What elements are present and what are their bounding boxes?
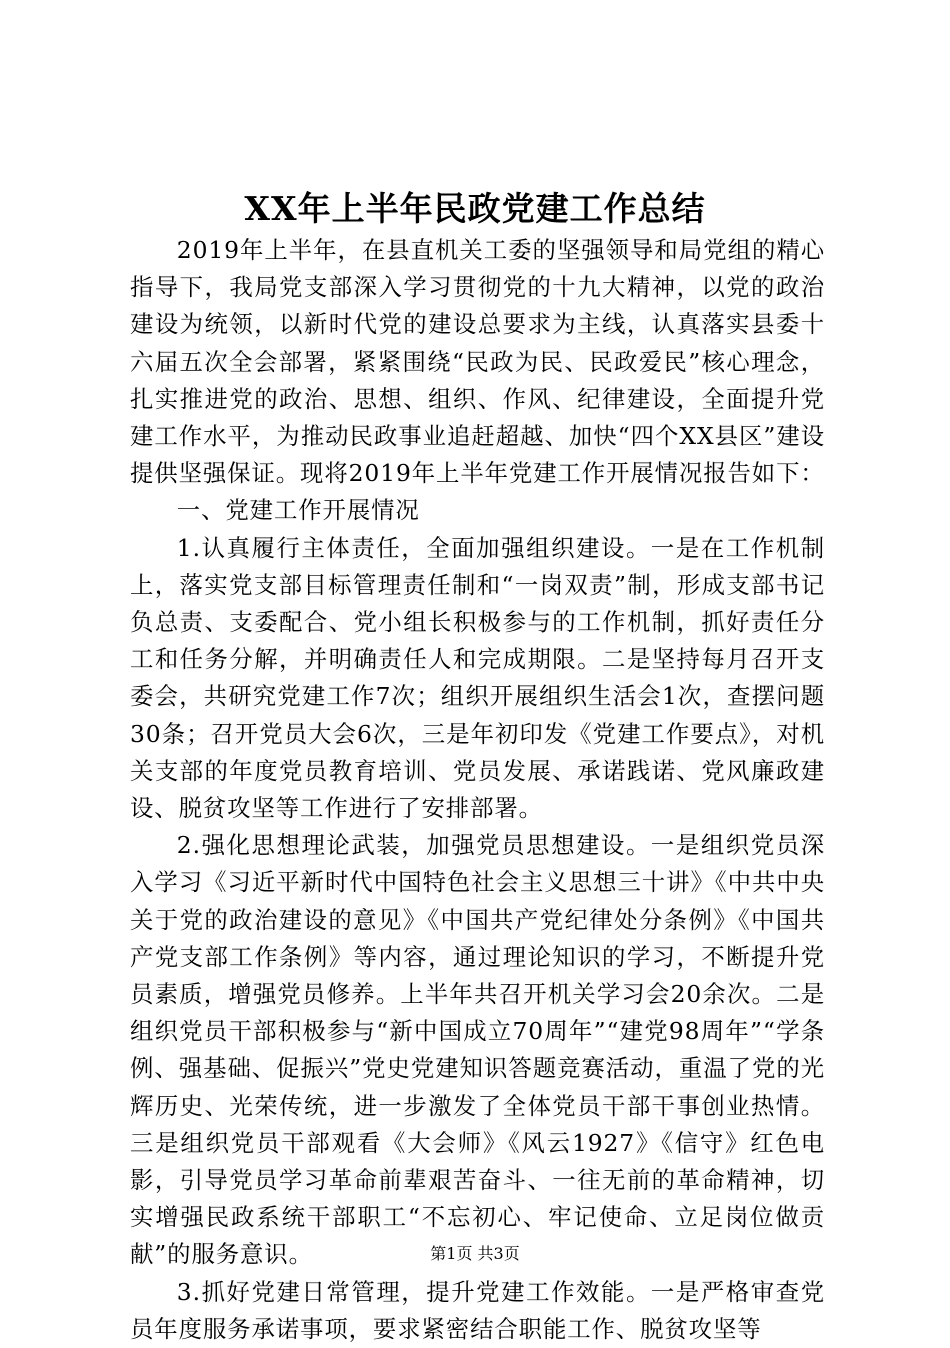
section-heading: 一、党建工作开展情况 (176, 496, 420, 525)
body-paragraph-1: 1.认真履行主体责任，全面加强组织建设。一是在工作机制上，落实党支部目标管理责任制和“一岗双责”制，形成支部书记负总责、支委配合、党小组长积极参与的工作机制，抓好责任分工和任务分解，并明确责任人和完成期限。二是坚持每月召开支委会，共研究党建工作7次；组织开展组织生活会1次，查摆问题30条；召开党员大会6次，三是年初印发《党建工作要点》，对机关支部的年度党员教育培训、党员发展、承诺践诺、党风廉政建设、脱贫攻坚等工作进行了安排部署。 (130, 533, 825, 823)
body-paragraph-2: 2.强化思想理论武装，加强党员思想建设。一是组织党员深入学习《习近平新时代中国特色社会主义思想三十讲》《中共中央关于党的政治建设的意见》《中国共产党纪律处分条例》《中国共产党支部工作条例》等内容，通过理论知识的学习，不断提升党员素质，增强党员修养。上半年共召开机关学习会20余次。二是组织党员干部积极参与“新中国成立70周年”“建党98周年”“学条例、强基础、促振兴”党史党建知识答题竞赛活动，重温了党的光辉历史、光荣传统，进一步激发了全体党员干部干事创业热情。三是组织党员干部观看《大会师》《风云1927》《信守》红色电影，引导党员学习革命前辈艰苦奋斗、一往无前的革命精神，切实增强民政系统干部职工“不忘初心、牢记使命、立足岗位做贡献”的服务意识。 (130, 831, 825, 1269)
document-body (130, 232, 825, 1348)
body-paragraph-3: 3.抓好党建日常管理，提升党建工作效能。一是严格审查党员年度服务承诺事项，要求紧密结合职能工作、脱贫攻坚等 (130, 1277, 825, 1343)
intro-paragraph: 2019年上半年，在县直机关工委的坚强领导和局党组的精心指导下，我局党支部深入学习贯彻党的十九大精神，以党的政治建设为统领，以新时代党的建设总要求为主线，认真落实县委十六届五次全会部署，紧紧围绕“民政为民、民政爱民”核心理念，扎实推进党的政治、思想、组织、作风、纪律建设，全面提升党建工作水平，为推动民政事业追赶超越、加快“四个XX县区”建设提供坚强保证。现将2019年上半年党建工作开展情况报告如下： (130, 236, 825, 488)
page-number-footer: 第1页 共3页 (430, 1244, 520, 1263)
document-title: XX年上半年民政党建工作总结 (244, 189, 706, 228)
